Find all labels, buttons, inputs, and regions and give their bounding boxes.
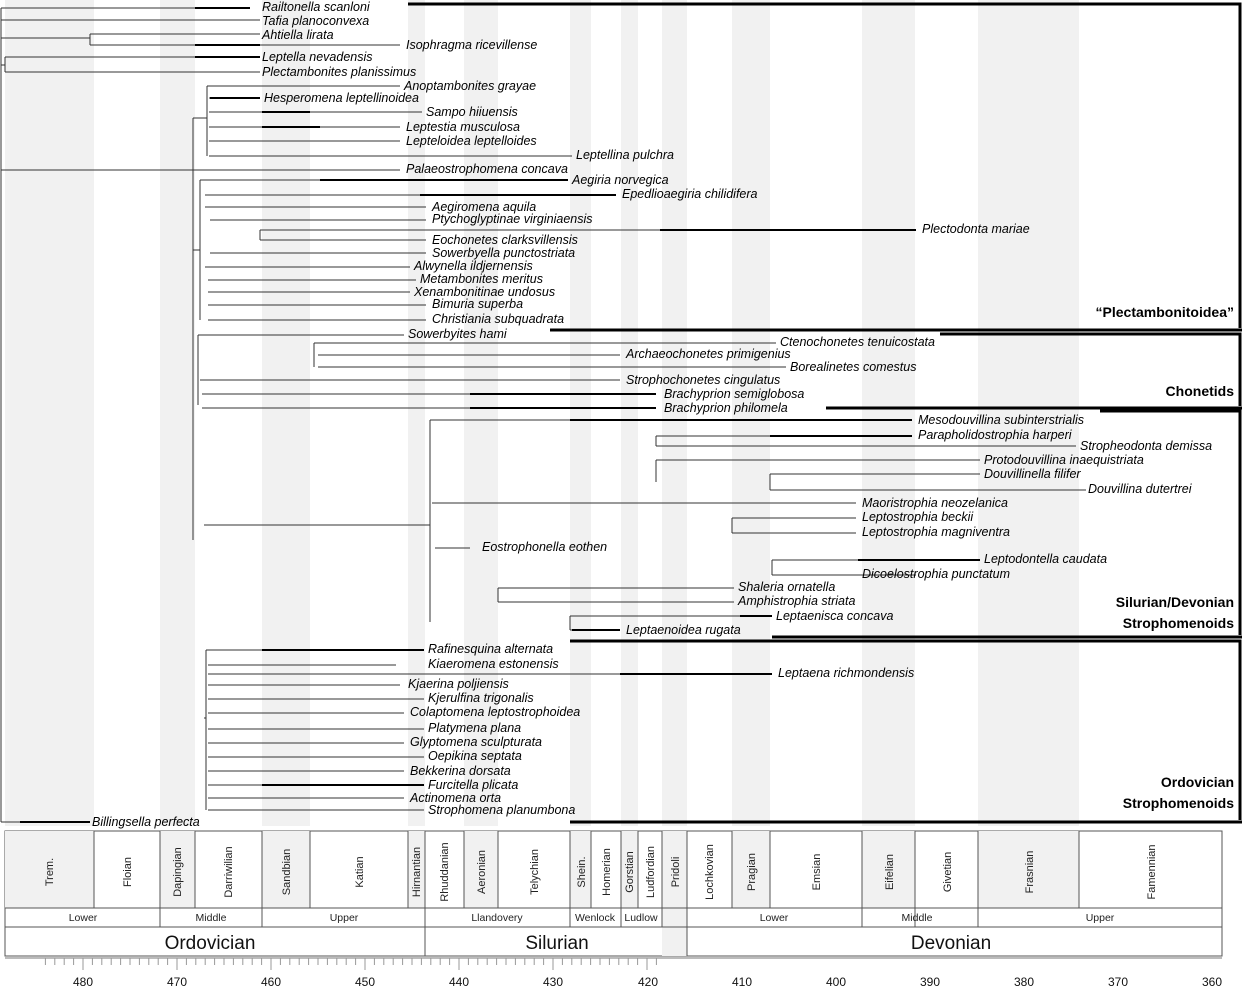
- minor-ticks: [45, 958, 656, 970]
- tick-label: 440: [448, 975, 470, 989]
- tick-label: 380: [1013, 975, 1035, 989]
- stage-label: Ludfordian: [645, 846, 657, 898]
- taxon-label: Aegiromena aquila: [432, 200, 537, 214]
- stage-label: Pridoli: [670, 856, 682, 888]
- taxon-label: Sowerbyella punctostriata: [432, 246, 576, 260]
- taxon-label: Parapholidostrophia harperi: [918, 428, 1072, 442]
- tick-label: 480: [72, 975, 94, 989]
- taxon-label: Borealinetes comestus: [790, 360, 917, 374]
- taxon-label: Bekkerina dorsata: [410, 764, 511, 778]
- series-label: Middle: [901, 912, 933, 924]
- taxon-label: Bimuria superba: [432, 297, 524, 311]
- taxon-label: Shaleria ornatella: [738, 580, 836, 594]
- stage-label: Emsian: [811, 853, 823, 891]
- taxon-label: Leptellina pulchra: [576, 148, 674, 162]
- stage-label: Eifelian: [884, 853, 896, 891]
- taxon-label: Glyptomena sculpturata: [410, 735, 543, 749]
- taxon-label: Brachyprion semiglobosa: [664, 387, 805, 401]
- series-label: Wenlock: [574, 912, 616, 924]
- taxon-label: Furcitella plicata: [428, 778, 519, 792]
- taxon-label: Sowerbyites hami: [408, 327, 507, 341]
- stage-label: Hirnantian: [411, 846, 423, 898]
- timescale: [5, 831, 1222, 956]
- clade-label-chonetids: Chonetids: [1165, 383, 1234, 399]
- taxon-label: Strophomena planumbona: [428, 803, 576, 817]
- stage-label: Rhuddanian: [439, 842, 451, 902]
- stage-label: Dapingian: [172, 847, 184, 897]
- period-labels: [165, 933, 992, 954]
- taxon-label: Tafia planoconvexa: [262, 14, 370, 28]
- stage-label: Frasnian: [1024, 850, 1036, 894]
- taxon-label: Amphistrophia striata: [738, 594, 856, 608]
- time-axis: [5, 958, 1222, 989]
- clade-label-silurian-devonian-2: Strophomenoids: [1122, 615, 1234, 631]
- taxon-label: Ptychoglyptinae virginiaensis: [432, 212, 593, 226]
- series-labels: [69, 912, 1115, 924]
- period-label: Silurian: [525, 933, 589, 954]
- taxon-label: Dicoelostrophia punctatum: [862, 567, 1010, 581]
- taxon-label: Palaeostrophomena concava: [406, 162, 568, 176]
- tick-label: 470: [166, 975, 188, 989]
- taxon-label: Isophragma ricevillense: [406, 38, 538, 52]
- series-label: Llandovery: [471, 912, 523, 924]
- taxon-label: Leptella nevadensis: [262, 50, 373, 64]
- tick-label: 360: [1201, 975, 1223, 989]
- taxon-label: Leptostrophia beckii: [862, 510, 974, 524]
- stage-label: Sandbian: [281, 848, 293, 896]
- taxon-label: Strophochonetes cingulatus: [626, 373, 781, 387]
- taxon-label: Railtonella scanloni: [262, 0, 370, 14]
- stage-label: Aeronian: [476, 849, 488, 895]
- series-label: Middle: [195, 912, 227, 924]
- series-label: Lower: [759, 912, 789, 924]
- tick-labels: [73, 975, 1222, 989]
- taxon-label: Xenambonitinae undosus: [414, 285, 556, 299]
- taxon-label: Mesodouvillina subinterstrialis: [918, 413, 1085, 427]
- taxon-label: Plectambonites planissimus: [262, 65, 417, 79]
- stage-label: Shein.: [576, 856, 588, 888]
- period-label: Devonian: [910, 933, 992, 954]
- series-label: Lower: [68, 912, 98, 924]
- taxon-label: Leptostrophia magniventra: [862, 525, 1011, 539]
- taxon-label: Archaeochonetes primigenius: [626, 347, 791, 361]
- series-label: Upper: [329, 912, 359, 924]
- tick-label: 370: [1107, 975, 1129, 989]
- stage-label: Pragian: [746, 853, 758, 891]
- stage-label: Katian: [354, 856, 366, 888]
- period-label: Ordovician: [164, 933, 256, 954]
- taxon-label: Leptestia musculosa: [406, 120, 520, 134]
- clade-labels: [1096, 304, 1235, 811]
- taxon-label: Protodouvillina inaequistriata: [984, 453, 1144, 467]
- clade-label-plectambonitoidea: “Plectambonitoidea”: [1095, 304, 1234, 320]
- taxon-label: Plectodonta mariae: [922, 222, 1030, 236]
- stage-label: Famennian: [1146, 844, 1158, 900]
- tick-label: 430: [542, 975, 564, 989]
- taxon-label: Platymena plana: [428, 721, 522, 735]
- taxon-label: Brachyprion philomela: [664, 401, 788, 415]
- taxon-label: Sampo hiiuensis: [426, 105, 518, 119]
- taxon-label: Douvillinella filifer: [984, 467, 1081, 481]
- taxon-label: Alwynella ildjernensis: [414, 259, 533, 273]
- taxon-label: Stropheodonta demissa: [1080, 439, 1213, 453]
- taxon-label: Anoptambonites grayae: [404, 79, 537, 93]
- taxon-label: Leptaena richmondensis: [778, 666, 915, 680]
- tick-label: 450: [354, 975, 376, 989]
- taxon-label: Kjaerina poljiensis: [408, 677, 509, 691]
- clade-label-ordovician-2: Strophomenoids: [1122, 795, 1234, 811]
- stage-label: Darriwilian: [223, 846, 235, 898]
- taxon-label: Leptodontella caudata: [984, 552, 1108, 566]
- series-label: Ludlow: [624, 912, 658, 924]
- taxon-label: Eochonetes clarksvillensis: [432, 233, 578, 247]
- stage-label: Floian: [122, 857, 134, 887]
- taxon-label: Hesperomena leptellinoidea: [264, 91, 419, 105]
- stage-label: Lochkovian: [704, 844, 716, 900]
- stage-label: Homerian: [601, 848, 613, 896]
- tick-label: 410: [731, 975, 753, 989]
- taxon-label: Leptaenoidea rugata: [626, 623, 741, 637]
- taxon-label: Colaptomena leptostrophoidea: [410, 705, 581, 719]
- clade-label-silurian-devonian: Silurian/Devonian: [1115, 594, 1234, 610]
- stage-label: Trem.: [44, 857, 56, 887]
- clade-label-ordovician: Ordovician: [1160, 774, 1234, 790]
- taxon-label: Ahtiella lirata: [262, 28, 334, 42]
- stage-label: Telychian: [529, 849, 541, 895]
- taxon-label: Aegiria norvegica: [572, 173, 669, 187]
- stage-label: Givetian: [942, 851, 954, 893]
- taxon-label: Christiania subquadrata: [432, 312, 565, 326]
- series-label: Upper: [1085, 912, 1115, 924]
- tick-label: 460: [260, 975, 282, 989]
- taxon-label: Epedlioaegiria chilidifera: [622, 187, 758, 201]
- taxon-label: Douvillina dutertrei: [1088, 482, 1192, 496]
- taxon-label: Eostrophonella eothen: [482, 540, 608, 554]
- taxon-label: Maoristrophia neozelanica: [862, 496, 1008, 510]
- taxon-label: Oepikina septata: [428, 749, 522, 763]
- taxon-label: Kjerulfina trigonalis: [428, 691, 534, 705]
- taxon-label: Lepteloidea leptelloides: [406, 134, 537, 148]
- taxon-label: Ctenochonetes tenuicostata: [780, 335, 935, 349]
- tick-label: 420: [637, 975, 659, 989]
- taxon-label: Rafinesquina alternata: [428, 642, 554, 656]
- taxon-label: Actinomena orta: [410, 791, 502, 805]
- taxon-label: Leptaenisca concava: [776, 609, 894, 623]
- tick-label: 400: [825, 975, 847, 989]
- stage-label: Gorstian: [624, 851, 636, 893]
- taxon-label: Metambonites meritus: [420, 272, 543, 286]
- tick-label: 390: [919, 975, 941, 989]
- taxon-label: Kiaeromena estonensis: [428, 657, 559, 671]
- taxon-label: Billingsella perfecta: [92, 815, 200, 829]
